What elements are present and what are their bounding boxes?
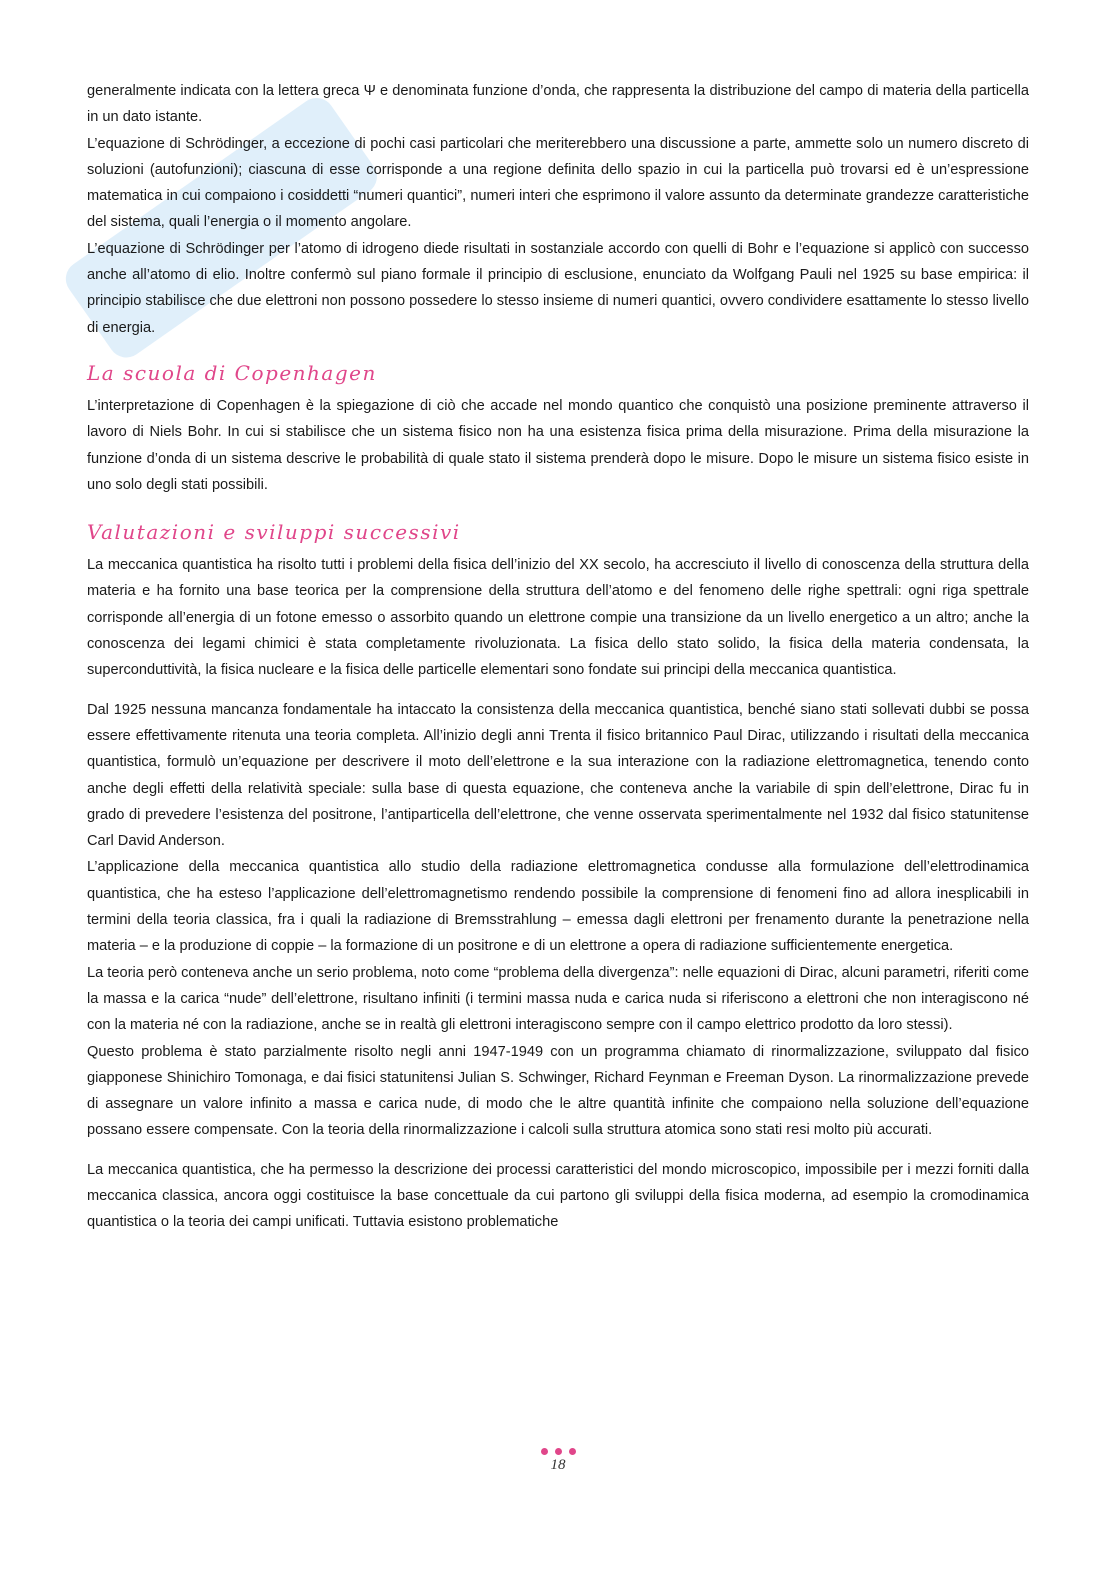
paragraph-final: La meccanica quantistica, che ha permesso la descrizione dei processi caratteristici del mondo microscopico, impossibile per i mezzi forniti dalla meccanica classica, ancora oggi costituisce la base concettuale da cui partono gli sviluppi della fisica moderna, ad esempio la cromodinamica quantistica o la teoria dei campi unificati. Tuttavia esistono problematiche bbox=[87, 1161, 1029, 1231]
paragraph-dirac: Dal 1925 nessuna mancanza fondamentale ha intaccato la consistenza della meccanica quantistica, benché siano stati sollevati dubbi se possa essere effettivamente ritenuta una teoria completa. All’inizio degli anni Trenta il fisico britannico Paul Dirac, utilizzando i risultati della meccanica quantistica, formulò un’equazione per descrivere il moto dell’elettrone e la sua interazione con la radiazione elettromagnetica, tenendo conto anche degli effetti della relatività speciale: sulla base di questa equazione, che conteneva anche la variabile di spin dell’elettrone, Dirac fu in grado di prevedere l’esistenza del positrone, l’antiparticella dell’elettrone, che venne osservata sperimentalmente nel 1932 dal fisico statunitense Carl David Anderson. bbox=[87, 701, 1029, 850]
page-footer bbox=[0, 1448, 1116, 1474]
heading-sviluppi: Valutazioni e sviluppi successivi bbox=[87, 520, 461, 545]
dot-icon bbox=[569, 1448, 576, 1455]
paragraph-copenhagen: L’interpretazione di Copenhagen è la spiegazione di ciò che accade nel mondo quantico che conquistò una posizione preminente attraverso il lavoro di Niels Bohr. In cui si stabilisce che un sistema fisico non ha una esistenza fisica prima della misurazione. Prima della misurazione la funzione d’onda di un sistema descrive le probabilità di quale stato il sistema prenderà dopo le misure. Dopo le misure un sistema fisico esiste in uno solo degli stati possibili. bbox=[87, 397, 1029, 493]
dot-icon bbox=[555, 1448, 562, 1455]
page-number: 18 bbox=[550, 1457, 566, 1473]
paragraph-rinormalizzazione: Questo problema è stato parzialmente risolto negli anni 1947-1949 con un programma chiamato di rinormalizzazione, sviluppato dal fisico giapponese Shinichiro Tomonaga, e dai fisici statunitensi Julian S. Schwinger, Richard Feynman e Freeman Dyson. La rinormalizzazione prevede di assegnare un valore infinito a massa e carica nude, di modo che le altre quantità infinite che compaiono nella soluzione dell’equazione possano essere compensate. Con la teoria della rinormalizzazione i calcoli sulla struttura atomica sono stati resi molto più accurati. bbox=[87, 1043, 1029, 1139]
paragraph-divergenza: La teoria però conteneva anche un serio problema, noto come “problema della divergenza”: nelle equazioni di Dirac, alcuni parametri, riferiti come la massa e la carica “nude” dell’elettrone, risultano infiniti (i termini massa nuda e carica nuda si riferiscono a elettroni che non interagiscono né con la materia né con la radiazione, anche se in realtà gli elettroni interagiscono sempre con il campo elettrico prodotto da loro stessi). bbox=[87, 964, 1029, 1034]
paragraph-sviluppi: La meccanica quantistica ha risolto tutti i problemi della fisica dell’inizio del XX secolo, ha accresciuto il livello di conoscenza della struttura della materia e ha fornito una base teorica per la comprensione della struttura dell’atomo e del fenomeno delle righe spettrali: ogni riga spettrale corrisponde all’energia di un fotone emesso o assorbito quando un elettrone compie una transizione da un livello energetico a un altro; anche la conoscenza dei legami chimici è stata completamente rivoluzionata. La fisica dello stato solido, la fisica della materia condensata, la superconduttività, la fisica nucleare e la fisica delle particelle elementari sono fondate sui principi della meccanica quantistica. bbox=[87, 557, 1029, 679]
paragraph-pauli: L’equazione di Schrödinger per l’atomo di idrogeno diede risultati in sostanziale accordo con quelli di Bohr e l’equazione si applicò con successo anche all’atomo di elio. Inoltre confermò sul piano formale il principio di esclusione, enunciato da Wolfgang Pauli nel 1925 su base empirica: il principio stabilisce che due elettroni non possono possedere lo stesso insieme di numeri quantici, ovvero condividere esattamente lo stesso livello di energia. bbox=[87, 240, 1029, 336]
dot-icon bbox=[541, 1448, 548, 1455]
paragraph-numeri-quantici: L’equazione di Schrödinger, a eccezione di pochi casi particolari che meriterebbero una discussione a parte, ammette solo un numero discreto di soluzioni (autofunzioni); ciascuna di esse corrisponde a una regione definita dello spazio in cui la particella può trovarsi ed è un’espressione matematica in cui compaiono i cosiddetti “numeri quantici”, numeri interi che esprimono il valore assunto da determinate grandezze caratteristiche del sistema, quali l’energia o il momento angolare. bbox=[87, 135, 1029, 231]
paragraph-funzione-onda: generalmente indicata con la lettera greca Ψ e denominata funzione d’onda, che rappresenta la distribuzione del campo di materia della particella in un dato istante. bbox=[87, 83, 1029, 126]
paragraph-qed: L’applicazione della meccanica quantistica allo studio della radiazione elettromagnetica condusse alla formulazione dell’elettrodinamica quantistica, che ha esteso l’applicazione dell’elettromagnetismo rendendo possibile la comprensione di fenomeni fino ad allora inesplicabili in termini della teoria classica, fra i quali la radiazione di Bremsstrahlung – emessa dagli elettroni per frenamento durante la penetrazione nella materia – e la produzione di coppie – la formazione di un positrone e di un elettrone a opera di radiazione sufficientemente energetica. bbox=[87, 859, 1029, 955]
footer-dots-icon bbox=[0, 1448, 1116, 1455]
document-page bbox=[87, 78, 1029, 1236]
heading-copenhagen: La scuola di Copenhagen bbox=[87, 360, 377, 385]
